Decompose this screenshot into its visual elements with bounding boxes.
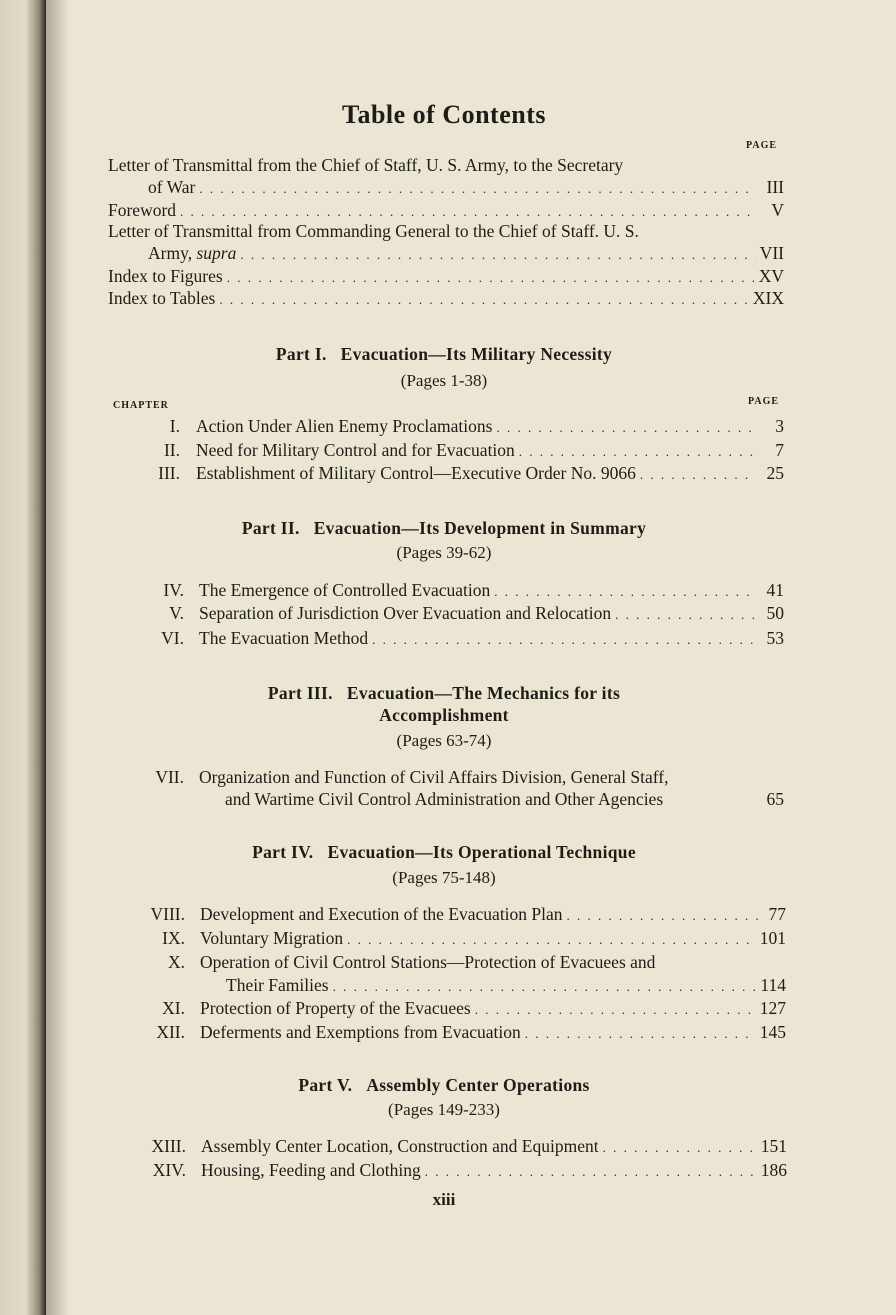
chapter-10-number: X. [167,952,185,972]
chapter-10 [226,974,786,998]
front-matter-4-page: XV [758,266,784,286]
chapter-9-page: 101 [759,928,786,948]
chapter-5-title: Separation of Jurisdiction Over Evacuation and Relocation [199,603,612,623]
chapter-6 [199,627,784,651]
chapter-column-label: CHAPTER [113,400,169,411]
chapter-7 [225,788,784,812]
chapter-7-number: VII. [155,767,184,787]
part-4-heading: Part IV. Evacuation—Its Operational Technique [252,842,636,862]
part-1-heading: Part I. Evacuation—Its Military Necessity [275,344,613,364]
chapter-5-number: V. [169,603,184,623]
front-matter-3 [148,242,784,266]
chapter-14-page: 186 [760,1160,787,1180]
chapter-6-number: VI. [161,628,184,648]
chapter-3-number: III. [158,463,180,483]
chapter-1-number: I. [169,416,180,436]
front-matter-3-line1: Letter of Transmittal from Commanding General to the Chief of Staff. U. S. [108,221,639,241]
part-4-page-range: (Pages 75-148) [392,868,496,887]
chapter-13 [201,1135,787,1159]
part-5-page-range: (Pages 149-233) [388,1100,500,1119]
chapter-13-title: Assembly Center Location, Construction and Equipment [201,1136,599,1156]
part-2-page-range: (Pages 39-62) [396,543,492,562]
chapter-13-number: XIII. [151,1136,186,1156]
leader-dots [219,289,749,311]
front-matter-2-text: Foreword [108,200,177,220]
chapter-9-title: Voluntary Migration [200,928,344,948]
chapter-12-number: XII. [156,1022,185,1042]
part-3-heading-line2: Accomplishment [379,705,509,725]
chapter-12-title: Deferments and Exemptions from Evacuation [200,1022,521,1042]
front-matter-1 [148,176,784,200]
chapter-4-page: 41 [766,580,784,600]
italic-supra: supra [196,243,237,263]
leader-dots [372,629,756,651]
part-3-page-range: (Pages 63-74) [396,731,492,750]
front-matter-4-text: Index to Figures [108,266,223,286]
chapter-9 [200,927,786,951]
chapter-6-page: 53 [766,628,784,648]
chapter-7-title-line1: Organization and Function of Civil Affairs Division, General Staff, [199,767,669,787]
front-matter-1-line2: of War [148,177,196,197]
leader-dots [603,1137,757,1159]
leader-dots [333,976,757,998]
chapter-2-page: 7 [775,440,784,460]
chapter-1 [196,415,784,439]
chapter-1-page: 3 [775,416,784,436]
page-column-label-2: PAGE [748,396,780,407]
chapter-3 [196,462,784,486]
chapter-8-number: VIII. [150,904,185,924]
front-matter-3-page: VII [759,243,784,263]
chapter-7-title-line2: and Wartime Civil Control Administration and Other Agencies [225,789,664,809]
chapter-3-page: 25 [766,463,784,483]
front-matter-5-text: Index to Tables [108,288,216,308]
chapter-5-page: 50 [766,603,784,623]
chapter-11-title: Protection of Property of the Evacuees [200,998,471,1018]
page-column-label: PAGE [746,140,778,151]
chapter-10-page: 114 [760,975,786,995]
chapter-11-page: 127 [759,998,786,1018]
chapter-14 [201,1159,787,1183]
chapter-13-page: 151 [760,1136,787,1156]
leader-dots [519,441,756,463]
leader-dots [425,1161,757,1183]
leader-dots [494,581,756,603]
chapter-14-title: Housing, Feeding and Clothing [201,1160,421,1180]
chapter-8-title: Development and Execution of the Evacuation Plan [200,904,563,924]
chapter-8-page: 77 [768,904,786,924]
leader-dots [227,267,755,289]
leader-dots [240,244,755,266]
front-matter-1-line1: Letter of Transmittal from the Chief of Staff, U. S. Army, to the Secretary [108,155,624,175]
front-matter-2-page: V [771,200,784,220]
chapter-11-number: XI. [162,998,185,1018]
chapter-8 [200,903,786,927]
leader-dots [615,604,756,626]
leader-dots [567,905,758,927]
part-5-heading: Part V. Assembly Center Operations [298,1075,590,1095]
leader-dots [525,1023,756,1045]
chapter-1-title: Action Under Alien Enemy Proclamations [196,416,493,436]
chapter-2-number: II. [163,440,180,460]
leader-dots [199,178,756,200]
front-matter-5-page: XIX [752,288,784,308]
chapter-9-number: IX. [162,928,185,948]
chapter-2 [196,439,784,463]
front-matter-1-page: III [766,177,784,197]
page-number: xiii [432,1190,456,1209]
chapter-12-page: 145 [759,1022,786,1042]
chapter-4-number: IV. [163,580,184,600]
front-matter-5 [108,287,784,311]
page-title: Table of Contents [341,100,546,129]
chapter-4 [199,579,784,603]
part-2-heading: Part II. Evacuation—Its Development in Summary [241,518,647,538]
leader-dots [640,464,756,486]
chapter-11 [200,997,786,1021]
part-1-page-range: (Pages 1-38) [400,371,488,390]
chapter-12 [200,1021,786,1045]
chapter-10-title-line1: Operation of Civil Control Stations—Protection of Evacuees and [200,952,656,972]
chapter-7-page: 65 [766,789,784,809]
leader-dots [475,999,756,1021]
chapter-6-title: The Evacuation Method [199,628,369,648]
chapter-10-title-line2: Their Families [226,975,329,995]
chapter-2-title: Need for Military Control and for Evacuation [196,440,515,460]
front-matter-3-line2: Army, supra [148,243,237,263]
chapter-14-number: XIV. [152,1160,186,1180]
chapter-3-title: Establishment of Military Control—Executive Order No. 9066 [196,463,636,483]
leader-dots [347,929,756,951]
front-matter-4 [108,265,784,289]
part-3-heading: Part III. Evacuation—The Mechanics for its [267,683,621,703]
chapter-5 [199,602,784,626]
leader-dots [496,417,756,439]
chapter-4-title: The Emergence of Controlled Evacuation [199,580,491,600]
